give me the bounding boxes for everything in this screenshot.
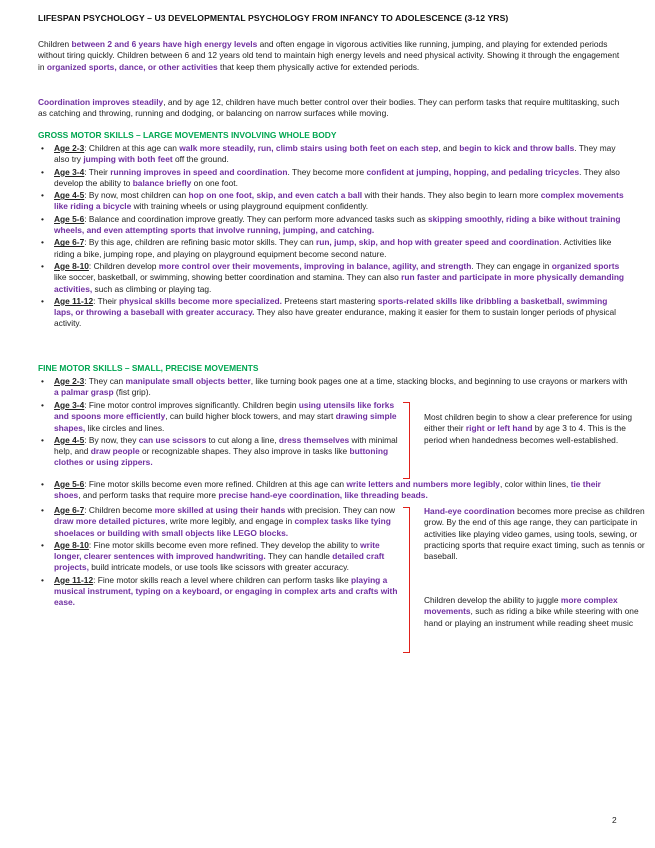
highlight: run faster and participate in more physically demanding activities, (54, 272, 625, 294)
highlight: begin to kick and throw balls (459, 143, 575, 153)
text: : Their (93, 295, 120, 306)
gross-motor-list (38, 143, 628, 331)
text: by age 3 to 4. This is the period when handedness becomes well-established. (424, 423, 626, 445)
list-item (38, 400, 403, 434)
text: : Fine motor skills become even more refined. Children at this age can (84, 479, 347, 489)
text: . They also develop the ability to (54, 166, 620, 188)
red-bracket-1 (403, 402, 410, 479)
age-label: Age 8-10 (54, 260, 89, 271)
age-label: Age 11-12 (54, 574, 94, 585)
intro-paragraph (38, 39, 628, 73)
list-item (38, 435, 403, 469)
highlight: a palmar grasp (54, 387, 114, 398)
highlight: more skilled at using their hands (154, 505, 286, 515)
text: Children develop the ability to juggle (424, 595, 561, 605)
complex-movements-note (424, 595, 646, 629)
text: (fist grip). (113, 387, 151, 398)
highlight: walk more steadily, run, climb stairs using both feet on each step (179, 143, 439, 153)
highlight: can use scissors (138, 434, 207, 445)
gross-motor-heading: GROSS MOTOR SKILLS – LARGE MOVEMENTS INVOLVING WHOLE BODY (38, 130, 337, 140)
text: Preteens start mastering (281, 295, 378, 306)
text: , can build higher block towers, and may start (165, 411, 336, 422)
text: : Children develop (88, 260, 159, 271)
list-item (38, 296, 628, 330)
text: off the ground. (172, 154, 229, 165)
text: , and perform tasks that require more (78, 490, 219, 501)
age-label: Age 11-12 (54, 295, 94, 306)
text: . They may also try (54, 143, 616, 165)
age-label: Age 2-3 (54, 143, 85, 153)
red-bracket-2 (403, 507, 410, 653)
age-label: Age 6-7 (54, 237, 85, 248)
highlight: precise hand-eye coordination, like threading beads. (218, 490, 428, 501)
text: , write more legibly, and engage in (165, 516, 295, 527)
age-label: Age 3-4 (54, 400, 85, 410)
text: Most children begin to show a clear preference for using either their (424, 412, 633, 434)
highlight: confident at jumping, hopping, and pedaling tricycles (366, 166, 580, 177)
text: : They can (84, 376, 126, 386)
page-title: LIFESPAN PSYCHOLOGY – U3 DEVELOPMENTAL PSYCHOLOGY FROM INFANCY TO ADOLESCENCE (3-12 YRS) (38, 13, 509, 23)
text: They can handle (265, 551, 333, 562)
text: and often engage in vigorous activities like running, jumping, and playing for extended periods without tiring quickly. Children between 6 and 12 years old tend to maintain high energy levels and need physical activity. Showing it through the engagement in (38, 39, 620, 72)
highlight: balance briefly (132, 177, 192, 188)
text: : Children become (84, 505, 155, 515)
text: with minimal help, and (54, 434, 398, 457)
text: . They become more (287, 166, 367, 177)
text: : Fine motor control improves significantly. Children begin (84, 400, 299, 410)
text: , like turning book pages one at a time, stacking blocks, and beginning to use crayons or markers with (250, 376, 628, 386)
age-label: Age 4-5 (54, 190, 85, 201)
highlight: drawing simple shapes, (54, 411, 397, 433)
text: with training wheels or using playground equipment confidently. (131, 201, 369, 212)
age-label: Age 4-5 (54, 434, 85, 445)
text: : Fine motor skills reach a level where children can perform tasks like (93, 574, 351, 585)
age-label: Age 6-7 (54, 505, 85, 515)
coordination-paragraph (38, 97, 628, 120)
highlight: detailed craft projects, (54, 551, 385, 573)
text: with precision. They can now (285, 505, 396, 515)
text: such as climbing or playing tag. (92, 283, 212, 294)
list-item (38, 540, 403, 574)
text: They also have greater endurance, making it easier for them to sustain longer periods of physical activity. (54, 307, 617, 329)
highlight: playing a musical instrument, typing on a keyboard, or engaging in complex arts and crafts with ease. (54, 574, 398, 608)
highlight: more control over their movements, improving in balance, agility, and strength (158, 260, 472, 271)
list-item (38, 505, 403, 539)
text: , such as riding a bike while steering with one hand or playing an instrument while reading sheet music (424, 606, 639, 628)
age-label: Age 5-6 (54, 213, 85, 224)
handedness-note (424, 412, 646, 446)
highlight: hop on one foot, skip, and even catch a ball (188, 190, 363, 201)
list-item (38, 376, 628, 399)
text: like circles and lines. (85, 422, 165, 433)
text: : Children at this age can (84, 143, 180, 153)
highlight: skipping smoothly, riding a bike without training wheels, and even attempting sports that involve running, jumping, and catching. (54, 213, 621, 236)
list-item (38, 167, 628, 190)
text: like soccer, basketball, or swimming, showing better coordination and stamina. They can also (54, 272, 402, 283)
highlight: running improves in speed and coordination (110, 166, 288, 177)
highlight: complex tasks like tying shoelaces or building with small objects like LEGO blocks. (54, 516, 391, 538)
highlight: physical skills become more specialized. (119, 295, 282, 306)
highlight: more complex movements (424, 595, 618, 617)
age-label: Age 5-6 (54, 479, 85, 489)
highlight: jumping with both feet (83, 154, 173, 165)
highlight: Hand-eye coordination (424, 506, 515, 516)
text: : By now, they (84, 434, 139, 445)
fine-motor-list-mid (38, 400, 403, 470)
highlight: run, jump, skip, and hop with greater speed and coordination (315, 237, 560, 248)
highlight: complex movements like riding a bicycle (54, 190, 624, 212)
text: : Balance and coordination improve greatly. They can perform more advanced tasks such as (84, 213, 428, 224)
highlight: right or left hand (465, 423, 533, 434)
page-number: 2 (612, 815, 617, 825)
text: on one foot. (191, 177, 238, 188)
text: , color within lines, (499, 479, 571, 489)
list-item (38, 575, 403, 609)
fine-motor-list-bottom (38, 505, 403, 610)
list-item (38, 479, 628, 502)
text: to cut along a line, (206, 434, 279, 445)
age-label: Age 3-4 (54, 166, 85, 177)
highlight: draw people (90, 446, 140, 457)
list-item (38, 190, 628, 213)
highlight: manipulate small objects better (125, 376, 251, 386)
fine-motor-list-top (38, 376, 628, 400)
text: , and by age 12, children have much better control over their bodies. They can perform tasks that require multitasking, such as catching and throwing, running and dodging, or balancing on narrow surfaces while moving. (38, 97, 620, 119)
highlight: between 2 and 6 years have high energy levels (71, 39, 258, 49)
highlight: buttoning clothes or using zippers. (54, 446, 389, 468)
text: . Activities like riding a bike, jumping rope, and playing on playground equipment become second nature. (54, 237, 612, 259)
fine-motor-heading: FINE MOTOR SKILLS – SMALL, PRECISE MOVEMENTS (38, 363, 259, 373)
highlight: dress themselves (278, 434, 350, 445)
text: becomes more precise as children grow. By the end of this age range, they can participate in activities like playing video games, using tools, sewing, or practicing sports that require exact timing, such as tennis or baseball. (424, 506, 645, 562)
highlight: Coordination improves steadily (38, 97, 164, 107)
highlight: draw more detailed pictures (54, 516, 166, 527)
hand-eye-note (424, 506, 646, 562)
text: or recognizable shapes. They also improve in tasks like (139, 446, 350, 457)
text: : By now, most children can (84, 190, 189, 201)
text: : Their (84, 166, 111, 177)
highlight: write longer, clearer sentences with improved handwriting. (54, 539, 380, 562)
text: with their hands. They also begin to learn more (362, 190, 541, 201)
highlight: write letters and numbers more legibly (346, 479, 500, 489)
list-item (38, 143, 628, 166)
highlight: using utensils like forks and spoons more efficiently (54, 400, 395, 422)
highlight: sports-related skills like dribbling a basketball, swimming laps, or throwing a baseball with greater accuracy. (54, 295, 608, 318)
list-item (38, 214, 628, 237)
text: build intricate models, or use tools like scissors with greater accuracy. (88, 562, 349, 573)
text: : Fine motor skills become even more refined. They develop the ability to (88, 539, 361, 550)
age-label: Age 8-10 (54, 539, 89, 550)
text: . They can engage in (471, 260, 552, 271)
fine-motor-list-wide (38, 479, 628, 503)
highlight: tie their shoes (54, 479, 601, 501)
text: that keep them physically active for extended periods. (217, 61, 420, 72)
list-item (38, 261, 628, 295)
highlight: organized sports (551, 260, 620, 271)
text: : By this age, children are refining basic motor skills. They can (84, 237, 316, 248)
list-item (38, 237, 628, 260)
text: Children (38, 39, 72, 49)
text: , and (438, 143, 460, 153)
age-label: Age 2-3 (54, 376, 85, 386)
highlight: organized sports, dance, or other activities (46, 61, 218, 72)
